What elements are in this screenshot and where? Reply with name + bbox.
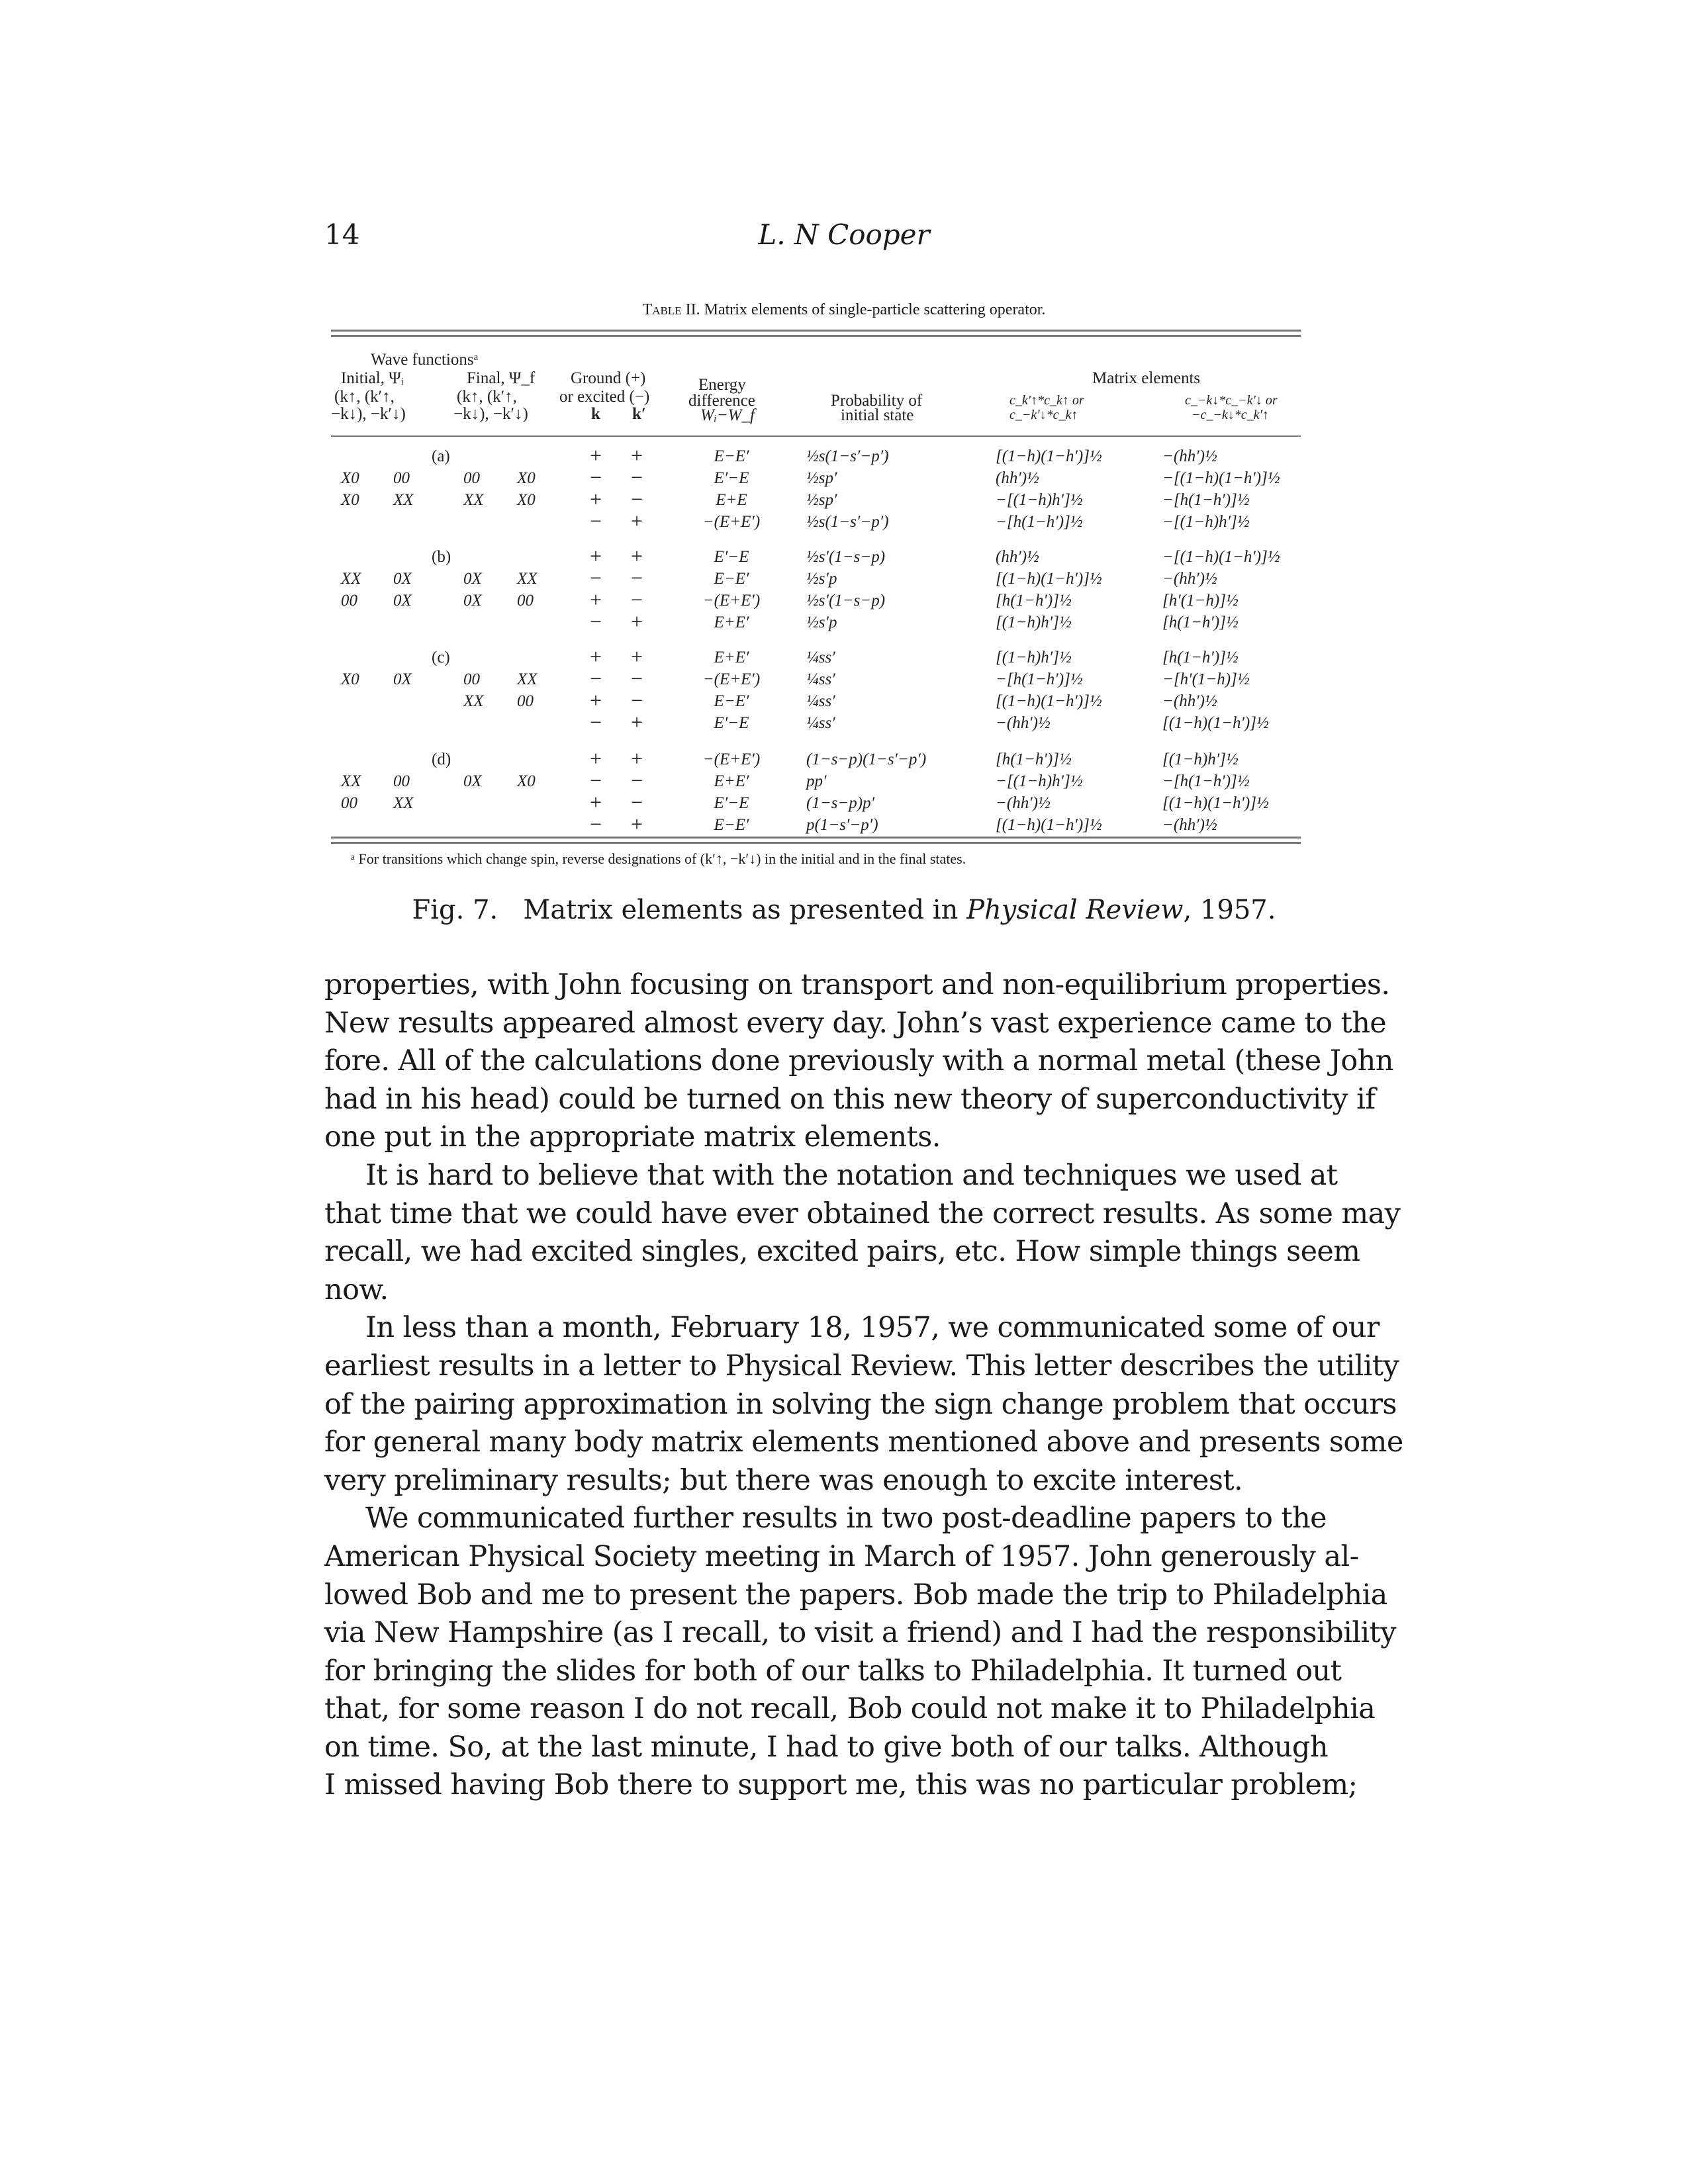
cell-matrix-element-1: [(1−h)(1−h′)]½ [996,816,1102,834]
cell-sign-kp: + [630,747,643,770]
cell-energy-difference: E+E′ [714,772,749,790]
cell-matrix-element-1: −[h(1−h′)]½ [996,670,1083,688]
cell-initial-k: 00 [341,794,357,812]
text-line: recall, we had excited singles, excited pairs, etc. How simple things seem [324,1235,1360,1269]
table-bottom-rule [331,837,1301,839]
cell-initial-k: XX [341,570,361,588]
caption-label: Fig. 7. [412,895,498,925]
cell-initial-k: 00 [341,592,357,610]
text-line: American Physical Society meeting in March of 1957. John generously al- [324,1539,1359,1573]
cell-sign-kp: − [630,487,643,511]
cell-sign-k: + [589,443,602,467]
cell-matrix-element-1: (hh′)½ [996,469,1039,487]
cell-sign-kp: + [630,544,643,568]
table-label: Table II. [642,301,700,318]
cell-probability: (1−s−p)p′ [806,794,875,812]
cell-final-k: 0X [463,570,482,588]
text-line: that, for some reason I do not recall, Bob could not make it to Philadelphia [324,1692,1376,1726]
cell-probability: ½s′p [806,614,837,631]
cell-final-kp: X0 [517,491,536,509]
cell-matrix-element-2: [(1−h)(1−h′)]½ [1162,794,1269,812]
text-line: via New Hampshire (as I recall, to visit a friend) and I had the responsibility [324,1616,1396,1650]
text-line: on time. So, at the last minute, I had to give both of our talks. Although [324,1730,1328,1764]
cell-energy-difference: E+E [716,491,747,509]
cell-matrix-element-1: [(1−h)h′]½ [996,649,1072,666]
header-energy-1: Energy [698,376,746,394]
figure-caption [0,895,1688,925]
cell-initial-kp: 00 [393,469,410,487]
cell-probability: pp′ [806,772,827,790]
body-text [324,966,1403,1805]
header-final-pairs-2: −k↓), −k′↓) [453,405,528,423]
cell-initial-k: X0 [341,670,359,688]
cell-sign-k: − [589,465,602,489]
table-title-text: Matrix elements of single-particle scattering operator. [700,301,1046,318]
text-line: now. [324,1273,389,1306]
cell-energy-difference: E−E′ [714,692,749,710]
cell-energy-difference: E−E′ [714,447,749,465]
cell-sign-kp: + [630,710,643,734]
group-label: (a) [432,447,450,465]
cell-sign-kp: + [630,443,643,467]
cell-matrix-element-2: −[(1−h)h′]½ [1162,513,1250,531]
cell-probability: ¼ss′ [806,692,835,710]
table-bottom-rule-2 [331,842,1301,844]
cell-matrix-element-1: [(1−h)(1−h′)]½ [996,447,1102,465]
cell-matrix-element-2: [(1−h)h′]½ [1162,751,1239,768]
cell-sign-kp: − [630,666,643,690]
cell-matrix-element-2: [(1−h)(1−h′)]½ [1162,714,1269,732]
header-m1-2: c_−k′↓*c_k↑ [1009,408,1078,422]
text-line: It is hard to believe that with the notation and techniques we used at [365,1158,1338,1192]
cell-probability: ½sp′ [806,469,837,487]
cell-matrix-element-2: −[(1−h)(1−h′)]½ [1162,469,1280,487]
cell-energy-difference: E+E′ [714,614,749,631]
text-line: had in his head) could be turned on this new theory of superconductivity if [324,1082,1376,1116]
text-line: earliest results in a letter to Physical Review. This letter describes the utility [324,1349,1399,1383]
cell-matrix-element-2: −[h′(1−h)]½ [1162,670,1250,688]
cell-matrix-element-2: −[(1−h)(1−h′)]½ [1162,548,1280,566]
table-top-rule [331,330,1301,332]
table-footnote: ᵃ For transitions which change spin, reverse designations of (k′↑, −k′↓) in the initial and in the final states. [351,850,966,867]
text-line: New results appeared almost every day. John’s vast experience came to the [324,1006,1387,1040]
cell-initial-kp: XX [393,491,414,509]
header-final: Final, Ψ_f [467,369,536,387]
header-m2-2: −c_−k↓*c_k′↑ [1192,408,1269,422]
text-line: In less than a month, February 18, 1957, we communicated some of our [365,1311,1380,1345]
text-line: I missed having Bob there to support me, this was no particular problem; [324,1768,1358,1802]
cell-probability: ½s′(1−s−p) [806,592,886,610]
cell-probability: ½s(1−s′−p′) [806,513,889,531]
cell-final-k: XX [463,692,484,710]
running-head: L. N Cooper [758,218,930,251]
cell-matrix-element-1: −[(1−h)h′]½ [996,772,1083,790]
cell-initial-kp: 0X [393,570,412,588]
cell-matrix-element-2: −[h(1−h′)]½ [1162,491,1250,509]
cell-matrix-element-1: −[h(1−h′)]½ [996,513,1083,531]
cell-probability: ½s′(1−s−p) [806,548,886,566]
cell-energy-difference: E′−E [714,714,749,732]
table-title [0,301,1688,319]
cell-sign-kp: + [630,812,643,836]
group-label: (c) [432,649,450,666]
cell-sign-kp: − [630,768,643,792]
cell-probability: (1−s−p)(1−s′−p′) [806,751,927,768]
cell-matrix-element-1: [(1−h)(1−h′)]½ [996,692,1102,710]
cell-sign-k: − [589,509,602,533]
cell-final-k: XX [463,491,484,509]
cell-matrix-element-2: −(hh′)½ [1162,692,1217,710]
text-line: fore. All of the calculations done previously with a normal metal (these John [324,1044,1393,1078]
header-initial: Initial, Ψᵢ [341,369,404,387]
text-line: one put in the appropriate matrix elements. [324,1120,941,1154]
table-header-rule [331,435,1301,437]
caption-year: , 1957. [1183,895,1276,925]
cell-sign-k: + [589,688,602,712]
header-prob-1: Probability of [831,392,923,410]
cell-initial-k: XX [341,772,361,790]
cell-sign-kp: − [630,790,643,814]
cell-matrix-element-2: −(hh′)½ [1162,816,1217,834]
header-matrix-elements: Matrix elements [1092,369,1201,387]
cell-probability: p(1−s′−p′) [806,816,878,834]
cell-initial-kp: 00 [393,772,410,790]
cell-energy-difference: −(E+E′) [702,592,761,610]
cell-probability: ¼ss′ [806,670,835,688]
header-final-pairs-1: (k↑, (k′↑, [457,388,517,406]
text-line: properties, with John focusing on transport and non-equilibrium properties. [324,968,1390,1001]
table-top-rule-2 [331,335,1301,337]
text-line: that time that we could have ever obtained the correct results. As some may [324,1197,1401,1230]
cell-matrix-element-2: −[h(1−h′)]½ [1162,772,1250,790]
cell-sign-kp: + [630,645,643,668]
cell-matrix-element-1: [(1−h)(1−h′)]½ [996,570,1102,588]
text-line: for bringing the slides for both of our talks to Philadelphia. It turned out [324,1654,1342,1688]
header-wave-functions: Wave functionsᵃ [371,351,479,369]
cell-sign-k: + [589,645,602,668]
cell-energy-difference: E+E′ [714,649,749,666]
header-k: k [591,405,600,423]
cell-sign-k: − [589,610,602,633]
cell-energy-difference: E′−E [714,548,749,566]
cell-matrix-element-2: [h′(1−h)]½ [1162,592,1239,610]
cell-energy-difference: E′−E [714,794,749,812]
text-line: lowed Bob and me to present the papers. Bob made the trip to Philadelphia [324,1578,1387,1612]
header-initial-pairs-2: −k↓), −k′↓) [331,405,406,423]
caption-text: Matrix elements as presented in [523,895,967,925]
header-initial-pairs-1: (k↑, (k′↑, [334,388,395,406]
cell-initial-kp: 0X [393,670,412,688]
cell-final-k: 0X [463,772,482,790]
cell-energy-difference: E−E′ [714,816,749,834]
cell-probability: ½sp′ [806,491,837,509]
cell-matrix-element-1: −(hh′)½ [996,714,1051,732]
cell-matrix-element-2: −(hh′)½ [1162,570,1217,588]
cell-final-k: 00 [463,469,480,487]
cell-sign-k: − [589,666,602,690]
header-kp: k′ [632,405,646,423]
cell-final-kp: 00 [517,592,534,610]
cell-sign-k: − [589,566,602,590]
cell-final-k: 00 [463,670,480,688]
header-excited: or excited (−) [559,388,650,406]
cell-sign-k: − [589,812,602,836]
cell-energy-difference: E′−E [714,469,749,487]
group-label: (d) [432,751,451,768]
cell-final-k: 0X [463,592,482,610]
text-line: for general many body matrix elements mentioned above and presents some [324,1426,1403,1459]
cell-sign-kp: + [630,509,643,533]
cell-matrix-element-1: −[(1−h)h′]½ [996,491,1083,509]
caption-journal: Physical Review [966,895,1184,925]
header-prob-2: initial state [841,406,914,424]
cell-sign-kp: − [630,465,643,489]
header-ground: Ground (+) [571,369,646,387]
cell-matrix-element-1: −(hh′)½ [996,794,1051,812]
cell-sign-kp: − [630,588,643,612]
cell-probability: ¼ss′ [806,714,835,732]
cell-energy-difference: E−E′ [714,570,749,588]
cell-final-kp: XX [517,670,538,688]
cell-probability: ½s′p [806,570,837,588]
cell-sign-k: − [589,768,602,792]
cell-sign-k: + [589,544,602,568]
text-line: We communicated further results in two post-deadline papers to the [365,1502,1327,1535]
cell-probability: ¼ss′ [806,649,835,666]
cell-final-kp: 00 [517,692,534,710]
cell-matrix-element-1: (hh′)½ [996,548,1039,566]
header-energy-2: difference [688,392,755,410]
cell-sign-kp: − [630,566,643,590]
page-number: 14 [324,218,360,251]
cell-final-kp: X0 [517,469,536,487]
header-energy-3: Wᵢ−W_f [700,406,755,424]
cell-sign-k: + [589,487,602,511]
cell-initial-k: X0 [341,491,359,509]
cell-energy-difference: −(E+E′) [702,513,761,531]
cell-probability: ½s(1−s′−p′) [806,447,889,465]
cell-sign-kp: + [630,610,643,633]
cell-final-kp: XX [517,570,538,588]
cell-matrix-element-2: −(hh′)½ [1162,447,1217,465]
cell-initial-kp: 0X [393,592,412,610]
cell-energy-difference: −(E+E′) [702,670,761,688]
cell-sign-k: + [589,790,602,814]
cell-matrix-element-1: [h(1−h′)]½ [996,751,1072,768]
header-m2-1: c_−k↓*c_−k′↓ or [1185,393,1278,408]
cell-sign-kp: − [630,688,643,712]
cell-matrix-element-1: [h(1−h′)]½ [996,592,1072,610]
cell-matrix-element-2: [h(1−h′)]½ [1162,614,1239,631]
text-line: of the pairing approximation in solving the sign change problem that occurs [324,1387,1397,1421]
text-line: very preliminary results; but there was enough to excite interest. [324,1463,1243,1497]
cell-sign-k: − [589,710,602,734]
group-label: (b) [432,548,451,566]
cell-final-kp: X0 [517,772,536,790]
cell-matrix-element-2: [h(1−h′)]½ [1162,649,1239,666]
header-m1-1: c_k′↑*c_k↑ or [1009,393,1084,408]
cell-sign-k: + [589,747,602,770]
cell-matrix-element-1: [(1−h)h′]½ [996,614,1072,631]
cell-sign-k: + [589,588,602,612]
cell-initial-k: X0 [341,469,359,487]
cell-initial-kp: XX [393,794,414,812]
cell-energy-difference: −(E+E′) [702,751,761,768]
